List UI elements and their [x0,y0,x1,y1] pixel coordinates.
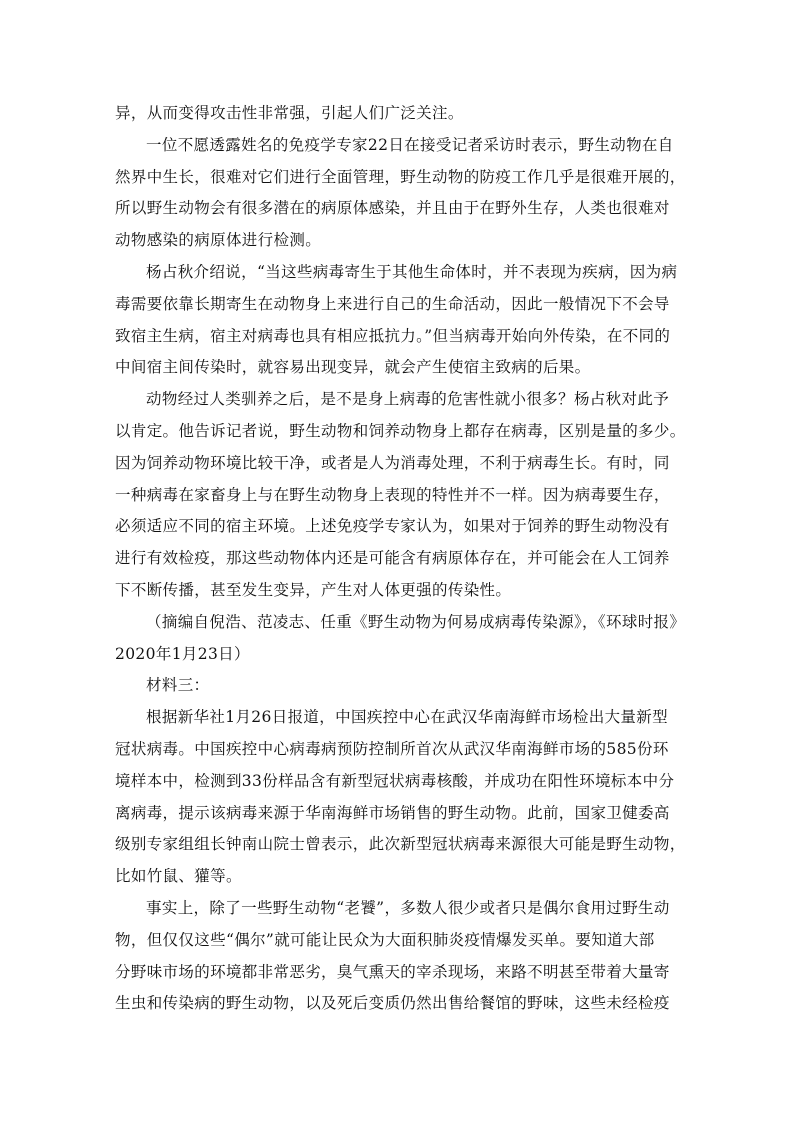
text-line: 级别专家组组长钟南山院士曾表示，此次新型冠状病毒来源很大可能是野生动物， [115,835,686,854]
text-line: 致宿主生病，宿主对病毒也具有相应抵抗力。”但当病毒开始向外传染，在不同的 [115,326,671,345]
paragraph-start-line: 杨占秋介绍说，“当这些病毒寄生于其他生命体时，并不表现为疾病，因为病 [146,262,678,281]
text-line: 毒需要依靠长期寄生在动物身上来进行自己的生命活动，因此一般情况下不会导 [115,294,670,313]
text-line: 一种病毒在家畜身上与在野生动物身上表现的特性并不一样。因为病毒要生存， [115,485,670,504]
section-heading: 材料三： [146,676,210,695]
paragraph-start-line: 根据新华社1月26日报道，中国疾控中心在武汉华南海鲜市场检出大量新型 [146,708,668,727]
text-line: 下不断传播，甚至发生变异，产生对人体更强的传染性。 [115,580,512,599]
text-line: 物，但仅仅这些“偶尔”就可能让民众为大面积肺炎疫情爆发买单。要知道大部 [115,930,655,949]
text-line: 异，从而变得攻击性非常强，引起人们广泛关注。 [115,104,464,122]
text-line: 境样本中，检测到33份样品含有新型冠状病毒核酸，并成功在阳性环境标本中分 [115,771,675,790]
citation-date-line: 2020年1月23日） [115,644,250,663]
text-line: 冠状病毒。中国疾控中心病毒病预防控制所首次从武汉华南海鲜市场的585份环 [115,739,669,758]
text-line: 必须适应不同的宿主环境。上述免疫学专家认为，如果对于饲养的野生动物没有 [115,517,670,536]
text-line: 进行有效检疫，那这些动物体内还是可能含有病原体存在，并可能会在人工饲养 [115,549,670,568]
text-line: 分野味市场的环境都非常恶劣，臭气熏天的宰杀现场，来路不明甚至带着大量寄 [115,962,670,981]
document-body [115,98,685,1020]
paragraph-start-line: 事实上，除了一些野生动物“老饕”，多数人很少或者只是偶尔食用过野生动 [146,898,670,917]
text-line: 因为饲养动物环境比较干净，或者是人为消毒处理，不利于病毒生长。有时，同 [115,453,670,472]
text-line: 所以野生动物会有很多潜在的病原体感染，并且由于在野外生存，人类也很难对 [115,199,670,218]
text-line: 然界中生长，很难对它们进行全面管理，野生动物的防疫工作几乎是很难开展的， [115,167,686,186]
citation-line: （摘编自倪浩、范凌志、任重《野生动物为何易成病毒传染源》，《环球时报》 [146,612,686,631]
text-line: 生虫和传染病的野生动物，以及死后变质仍然出售给餐馆的野味，这些未经检疫 [115,994,670,1013]
text-line: 比如竹鼠、獾等。 [115,867,242,886]
text-line: 中间宿主间传染时，就容易出现变异，就会产生使宿主致病的后果。 [115,358,591,377]
text-line: 动物感染的病原体进行检测。 [115,231,322,250]
text-line: 以肯定。他告诉记者说，野生动物和饲养动物身上都存在病毒，区别是量的多少。 [115,421,686,440]
text-line: 离病毒，提示该病毒来源于华南海鲜市场销售的野生动物。此前，国家卫健委高 [115,803,670,822]
paragraph-start-line: 一位不愿透露姓名的免疫学专家22日在接受记者采访时表示，野生动物在自 [146,135,674,154]
paragraph-start-line: 动物经过人类驯养之后，是不是身上病毒的危害性就小很多？杨占秋对此予 [146,390,670,409]
